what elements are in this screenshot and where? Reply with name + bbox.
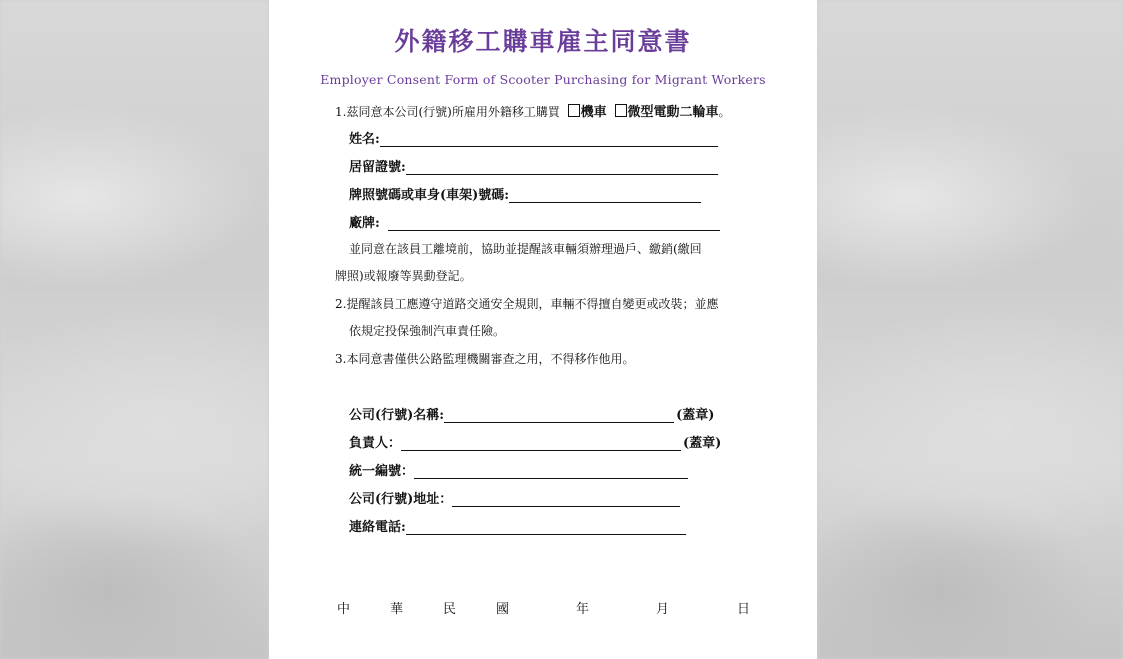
worker-name-field (349, 128, 718, 147)
company-address-label: 公司(行號)地址： (349, 492, 453, 507)
item-3: 3.本同意書僅供公路監理機關審查之用，不得移作他用。 (335, 352, 635, 366)
item-1-text: 1.茲同意本公司(行號)所雇用外籍移工購買 (335, 105, 560, 119)
plate-number-field (349, 184, 701, 203)
small-ev-option-label: 微型電動二輪車 (627, 105, 719, 120)
plate-number-label: 牌照號碼或車身(車架)號碼: (349, 188, 510, 203)
company-seal-label: (蓋章) (676, 408, 715, 423)
item-1-end: 。 (718, 105, 731, 119)
date-char-min: 民 (443, 602, 457, 617)
small-ev-checkbox[interactable] (615, 104, 627, 117)
brand-label: 廠牌: (349, 216, 380, 231)
form-subtitle: Employer Consent Form of Scooter Purchasing for Migrant Workers (320, 72, 766, 87)
item-1 (335, 101, 731, 120)
date-char-zhong: 中 (337, 602, 351, 617)
phone-field (349, 516, 686, 535)
company-name-label: 公司(行號)名稱: (349, 408, 445, 423)
uniform-number-label: 統一編號： (349, 464, 415, 479)
company-address-input[interactable] (452, 492, 680, 507)
item-2-line-2: 依規定投保強制汽車責任險。 (349, 324, 506, 338)
arc-number-field (349, 156, 718, 175)
consent-form-page (269, 0, 817, 659)
brand-input[interactable] (388, 216, 720, 231)
date-char-guo: 國 (496, 602, 510, 617)
responsible-person-input[interactable] (401, 436, 681, 451)
company-name-field (349, 404, 714, 423)
brand-field (349, 212, 720, 231)
date-year-label: 年 (576, 602, 590, 617)
responsible-person-label: 負責人： (349, 436, 402, 451)
scooter-checkbox[interactable] (568, 104, 580, 117)
plate-number-input[interactable] (509, 188, 701, 203)
date-char-hua: 華 (390, 602, 404, 617)
arc-number-input[interactable] (406, 160, 718, 175)
item-2-line-1: 2.提醒該員工應遵守道路交通安全規則，車輛不得擅自變更或改裝；並應 (335, 297, 719, 311)
scooter-option-label: 機車 (580, 105, 607, 120)
date-day-label: 日 (737, 602, 751, 617)
item-1-note-line-1: 並同意在該員工離境前，協助並提醒該車輛須辦理過戶、繳銷(繳回 (349, 242, 702, 256)
background-left (0, 0, 269, 659)
arc-number-label: 居留證號: (349, 160, 406, 175)
worker-name-label: 姓名: (349, 132, 380, 147)
phone-label: 連絡電話: (349, 520, 406, 535)
background-right (817, 0, 1123, 659)
date-month-label: 月 (656, 602, 670, 617)
phone-input[interactable] (406, 520, 686, 535)
company-name-input[interactable] (444, 408, 674, 423)
item-1-note-line-2: 牌照)或報廢等異動登記。 (335, 269, 472, 283)
form-title: 外籍移工購車雇主同意書 (394, 27, 692, 56)
uniform-number-input[interactable] (414, 464, 688, 479)
responsible-person-field (349, 432, 721, 451)
company-address-field (349, 488, 680, 507)
responsible-seal-label: (蓋章) (683, 436, 722, 451)
uniform-number-field (349, 460, 688, 479)
worker-name-input[interactable] (380, 132, 718, 147)
